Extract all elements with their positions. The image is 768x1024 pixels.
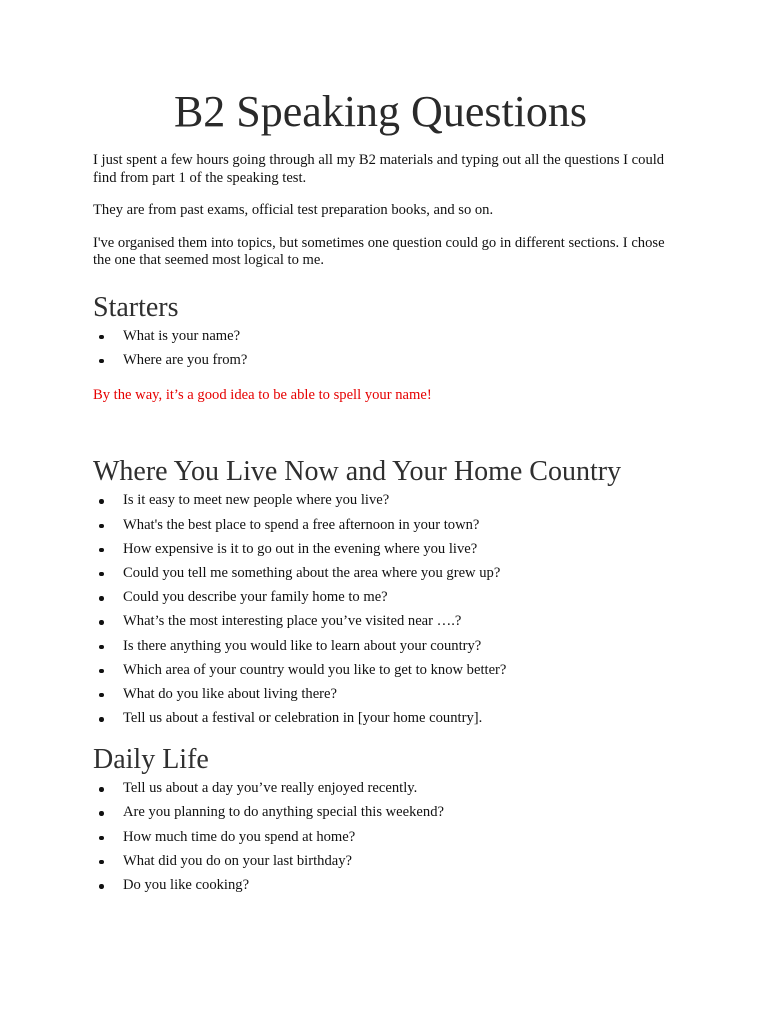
list-item [93, 638, 668, 662]
list-item [93, 517, 668, 541]
spelling-note: By the way, it’s a good idea to be able to spell your name! [93, 386, 432, 403]
bullet-icon [99, 499, 104, 504]
question-text: Which area of your country would you like to get to know better? [123, 661, 507, 678]
question-text: What did you do on your last birthday? [123, 852, 352, 869]
bullet-icon [99, 811, 104, 816]
list-item [93, 613, 668, 637]
question-list [93, 492, 668, 734]
intro-paragraph: I've organised them into topics, but sometimes one question could go in different sections. I chose the one that seemed most logical to me. [93, 234, 665, 268]
bullet-icon [99, 669, 104, 674]
question-text: How expensive is it to go out in the evening where you live? [123, 540, 478, 557]
list-item [93, 829, 668, 853]
section-where-you-live [93, 456, 668, 734]
bullet-icon [99, 359, 104, 364]
question-text: Are you planning to do anything special this weekend? [123, 804, 444, 821]
list-item [93, 853, 668, 877]
list-item [93, 686, 668, 710]
question-text: Tell us about a day you’ve really enjoyed recently. [123, 780, 418, 797]
bullet-icon [99, 693, 104, 698]
bullet-icon [99, 335, 104, 340]
question-text: How much time do you spend at home? [123, 828, 356, 845]
list-item [93, 780, 668, 804]
question-text: Could you describe your family home to me? [123, 589, 388, 606]
list-item [93, 710, 668, 734]
bullet-icon [99, 645, 104, 650]
bullet-icon [99, 787, 104, 792]
bullet-icon [99, 572, 104, 577]
question-text: Is there anything you would like to learn about your country? [123, 637, 482, 654]
bullet-icon [99, 884, 104, 889]
section-heading-where-you-live: Where You Live Now and Your Home Country [93, 456, 622, 488]
bullet-icon [99, 717, 104, 722]
bullet-icon [99, 524, 104, 529]
section-heading-starters: Starters [93, 291, 179, 323]
question-text: Tell us about a festival or celebration in [your home country]. [123, 710, 483, 727]
question-text: Where are you from? [123, 351, 248, 368]
list-item [93, 877, 668, 901]
list-item [93, 589, 668, 613]
list-item [93, 662, 668, 686]
question-list [93, 780, 668, 901]
question-text: What's the best place to spend a free afternoon in your town? [123, 516, 480, 533]
bullet-icon [99, 596, 104, 601]
list-item [93, 352, 668, 376]
section-daily-life [93, 744, 668, 901]
list-item [93, 328, 668, 352]
question-list [93, 328, 668, 376]
question-text: What’s the most interesting place you’ve visited near ….? [123, 613, 462, 630]
question-text: What do you like about living there? [123, 685, 337, 702]
list-item [93, 541, 668, 565]
page-title: B2 Speaking Questions [173, 87, 588, 136]
list-item [93, 565, 668, 589]
list-item [93, 492, 668, 516]
intro-paragraph: They are from past exams, official test preparation books, and so on. [93, 202, 494, 218]
question-text: Could you tell me something about the area where you grew up? [123, 564, 501, 581]
section-starters [93, 292, 668, 405]
bullet-icon [99, 620, 104, 625]
list-item [93, 804, 668, 828]
question-text: Is it easy to meet new people where you live? [123, 492, 390, 509]
question-text: What is your name? [123, 327, 241, 344]
question-text: Do you like cooking? [123, 877, 250, 893]
bullet-icon [99, 548, 104, 553]
section-heading-daily-life: Daily Life [93, 744, 209, 776]
bullet-icon [99, 836, 104, 841]
bullet-icon [99, 860, 104, 865]
intro-text [93, 152, 668, 270]
intro-paragraph: I just spent a few hours going through all my B2 materials and typing out all the questions I could find from part 1 of the speaking test. [93, 152, 665, 186]
